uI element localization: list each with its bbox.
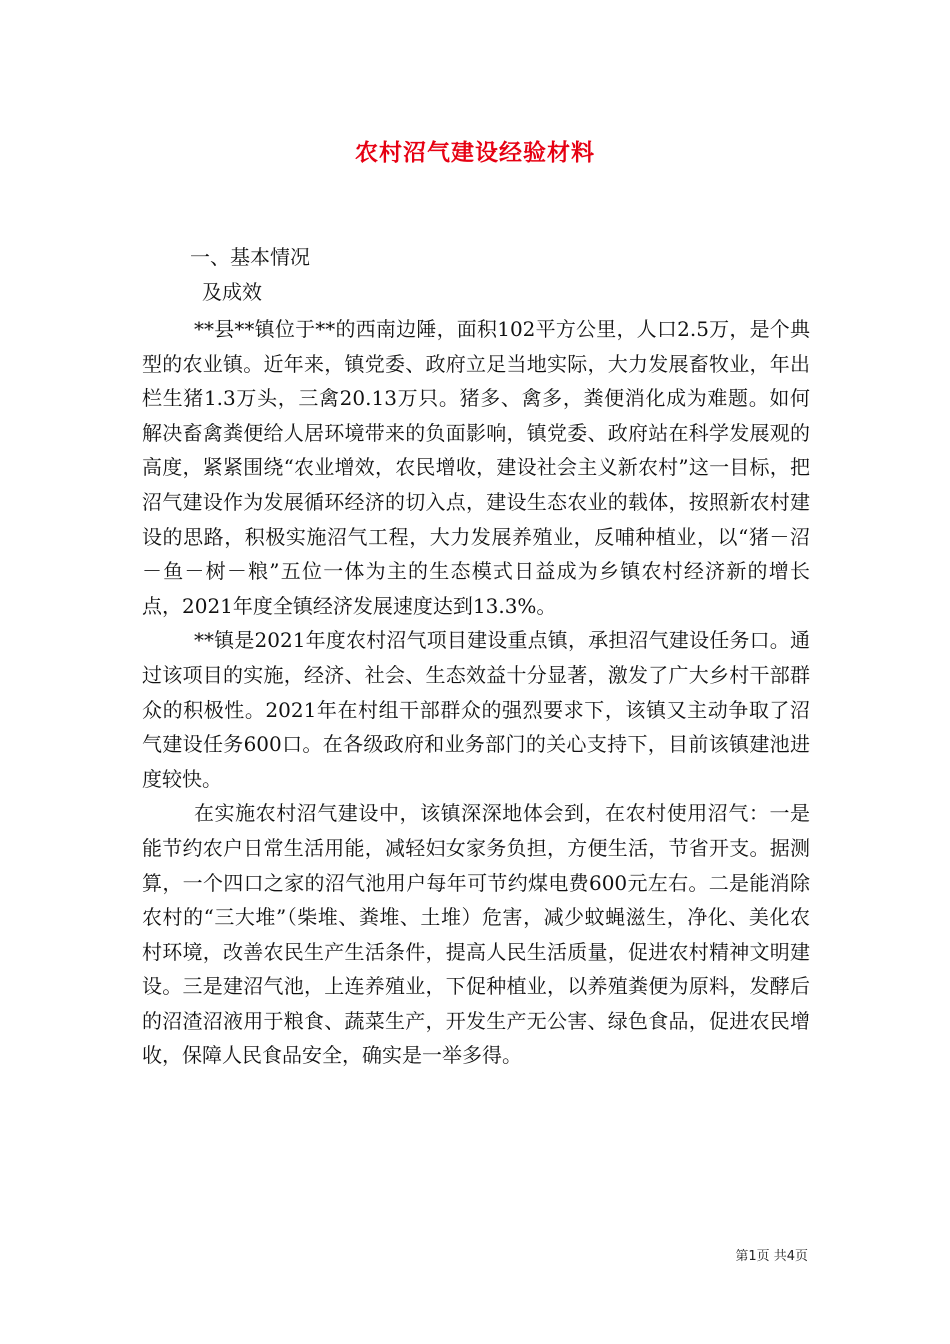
section-heading-continuation: 及成效 <box>202 280 262 304</box>
document-title: 农村沼气建设经验材料 <box>355 139 595 166</box>
section-heading: 一、基本情况 <box>190 245 310 269</box>
document-body <box>142 312 810 1073</box>
paragraph-3: 在实施农村沼气建设中，该镇深深地体会到，在农村使用沼气：一是能节约农户日常生活用能，减轻妇女家务负担，方便生活，节省开支。据测算，一个四口之家的沼气池用户每年可节约煤电费600元左右。二是能消除农村的“三大堆”（柴堆、粪堆、土堆）危害，减少蚊蝇滋生，净化、美化农村环境，改善农民生产生活条件，提高人民生活质量，促进农村精神文明建设。三是建沼气池，上连养殖业，下促种植业，以养殖粪便为原料，发酵后的沼渣沼液用于粮食、蔬菜生产，开发生产无公害、绿色食品，促进农民增收，保障人民食品安全，确实是一举多得。 <box>142 801 810 1068</box>
paragraph-2: **镇是2021年度农村沼气项目建设重点镇，承担沼气建设任务口。通过该项目的实施，经济、社会、生态效益十分显著，激发了广大乡村干部群众的积极性。2021年在村组干部群众的强烈要求下，该镇又主动争取了沼气建设任务600口。在各级政府和业务部门的关心支持下，目前该镇建池进度较快。 <box>142 628 810 791</box>
page-number: 第1页 共4页 <box>735 1249 808 1264</box>
paragraph-1: **县**镇位于**的西南边陲，面积102平方公里，人口2.5万，是个典型的农业镇。近年来，镇党委、政府立足当地实际，大力发展畜牧业，年出栏生猪1.3万头，三禽20.13万只。猪多、禽多，粪便消化成为难题。如何解决畜禽粪便给人居环境带来的负面影响，镇党委、政府站在科学发展观的高度，紧紧围绕“农业增效，农民增收，建设社会主义新农村”这一目标，把沼气建设作为发展循环经济的切入点，建设生态农业的载体，按照新农村建设的思路，积极实施沼气工程，大力发展养殖业，反哺种植业，以“猪－沼－鱼－树－粮”五位一体为主的生态模式日益成为乡镇农村经济新的增长点，2021年度全镇经济发展速度达到13.3%。 <box>142 317 810 618</box>
